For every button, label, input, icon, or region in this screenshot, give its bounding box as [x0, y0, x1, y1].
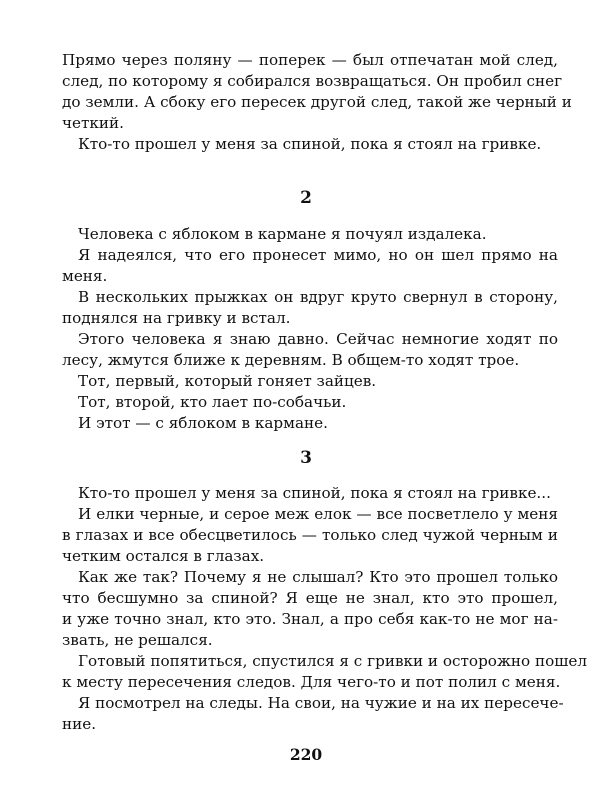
- text-line: Готовый попятиться, спустился я с гривки и осторожно пошел: [78, 652, 588, 670]
- text-line: Кто-то прошел у меня за спиной, пока я стоял на гривке.: [78, 135, 542, 153]
- text-line: меня.: [62, 267, 108, 285]
- text-line: Как же так? Почему я не слышал? Кто это прошел только: [78, 568, 558, 586]
- text-line: звать, не решался.: [62, 631, 213, 649]
- text-line: Прямо через поляну — поперек — был отпечатан мой след,: [62, 51, 558, 69]
- text-line: Тот, второй, кто лает по-собачьи.: [78, 393, 347, 411]
- text-line: что бесшумно за спиной? Я еще не знал, кто это прошел,: [62, 589, 558, 607]
- page-number: 220: [289, 745, 323, 764]
- text-line: поднялся на гривку и встал.: [62, 309, 291, 327]
- text-line: Этого человека я знаю давно. Сейчас немногие ходят по: [78, 330, 558, 348]
- text-line: И этот — с яблоком в кармане.: [78, 414, 328, 432]
- text-line: Я посмотрел на следы. На свои, на чужие и на их пересече-: [78, 694, 564, 712]
- text-line: след, по которому я собирался возвращаться. Он пробил снег: [62, 72, 563, 90]
- section-heading-3: 3: [300, 448, 312, 468]
- text-line: четкий.: [62, 114, 124, 132]
- text-line: в глазах и все обесцветилось — только след чужой черным и: [62, 526, 558, 544]
- text-line: Кто-то прошел у меня за спиной, пока я стоял на гривке...: [78, 484, 551, 502]
- text-line: лесу, жмутся ближе к деревням. В общем-то ходят трое.: [62, 351, 520, 369]
- text-line: И елки черные, и серое меж елок — все посветлело у меня: [78, 505, 558, 523]
- text-line: до земли. А сбоку его пересек другой след, такой же черный и: [62, 93, 572, 111]
- section-heading-2: 2: [300, 188, 312, 208]
- text-line: В нескольких прыжках он вдруг круто свернул в сторону,: [78, 288, 558, 306]
- text-line: к месту пересечения следов. Для чего-то и пот полил с меня.: [62, 673, 561, 691]
- text-line: Человека с яблоком в кармане я почуял издалека.: [78, 225, 487, 243]
- text-line: Тот, первый, который гоняет зайцев.: [78, 372, 377, 390]
- text-line: четким остался в глазах.: [62, 547, 265, 565]
- text-line: ние.: [62, 715, 97, 733]
- text-line: Я надеялся, что его пронесет мимо, но он шел прямо на: [78, 246, 558, 264]
- text-line: и уже точно знал, кто это. Знал, а про себя как-то не мог на-: [62, 610, 558, 628]
